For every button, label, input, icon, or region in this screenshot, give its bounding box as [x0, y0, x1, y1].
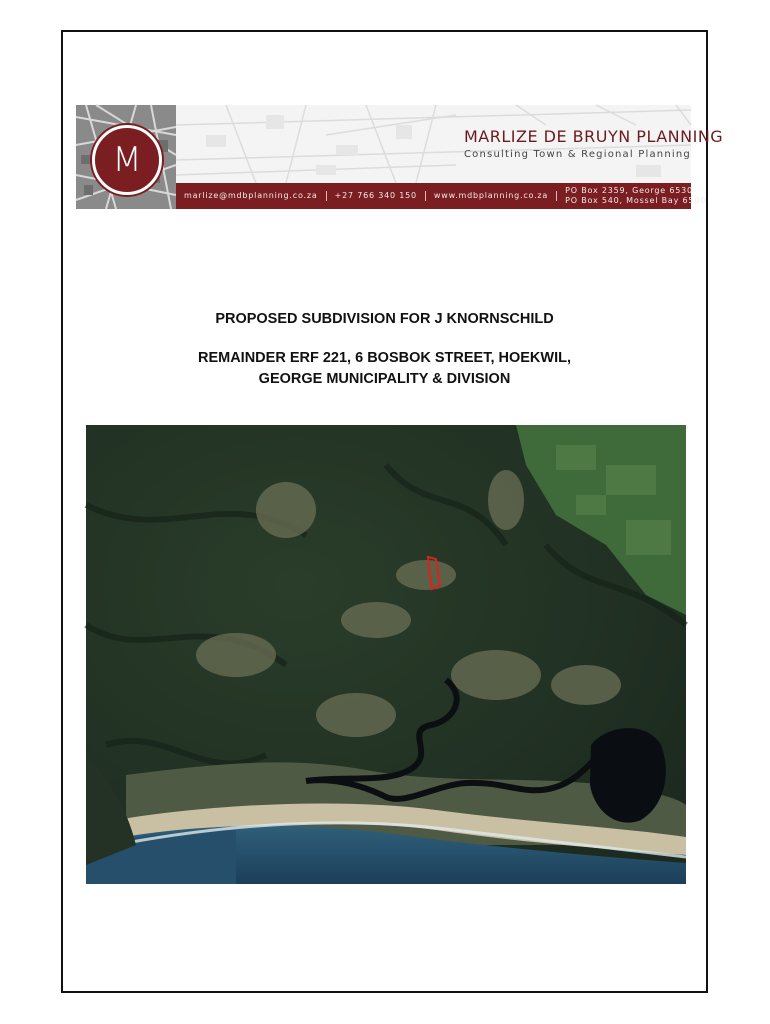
contact-email: marlize@mdbplanning.co.za — [176, 191, 327, 201]
document-title: PROPOSED SUBDIVISION FOR J KNORNSCHILD — [215, 311, 554, 327]
property-line: REMAINDER ERF 221, 6 BOSBOK STREET, HOEKWIL, — [197, 350, 572, 366]
postal-george: PO Box 2359, George 6530 — [565, 186, 693, 195]
contact-website: www.mdbplanning.co.za — [426, 191, 557, 201]
contact-phone: +27 766 340 150 — [327, 191, 426, 201]
contact-bar — [176, 183, 707, 209]
contact-postal — [557, 186, 714, 206]
letterhead — [76, 105, 724, 209]
document-subtitle — [61, 348, 708, 390]
municipality-line: GEORGE MUNICIPALITY & DIVISION — [258, 371, 511, 387]
aerial-photo — [86, 425, 686, 884]
aerial-locality-map — [86, 425, 686, 884]
postal-mossel-bay: PO Box 540, Mossel Bay 6500 — [565, 196, 707, 205]
logo-badge — [92, 125, 162, 195]
brand-name: MARLIZE DE BRUYN PLANNING — [464, 127, 724, 146]
logo-letter: M — [112, 140, 142, 180]
brand-tagline: Consulting Town & Regional Planning — [464, 149, 691, 160]
